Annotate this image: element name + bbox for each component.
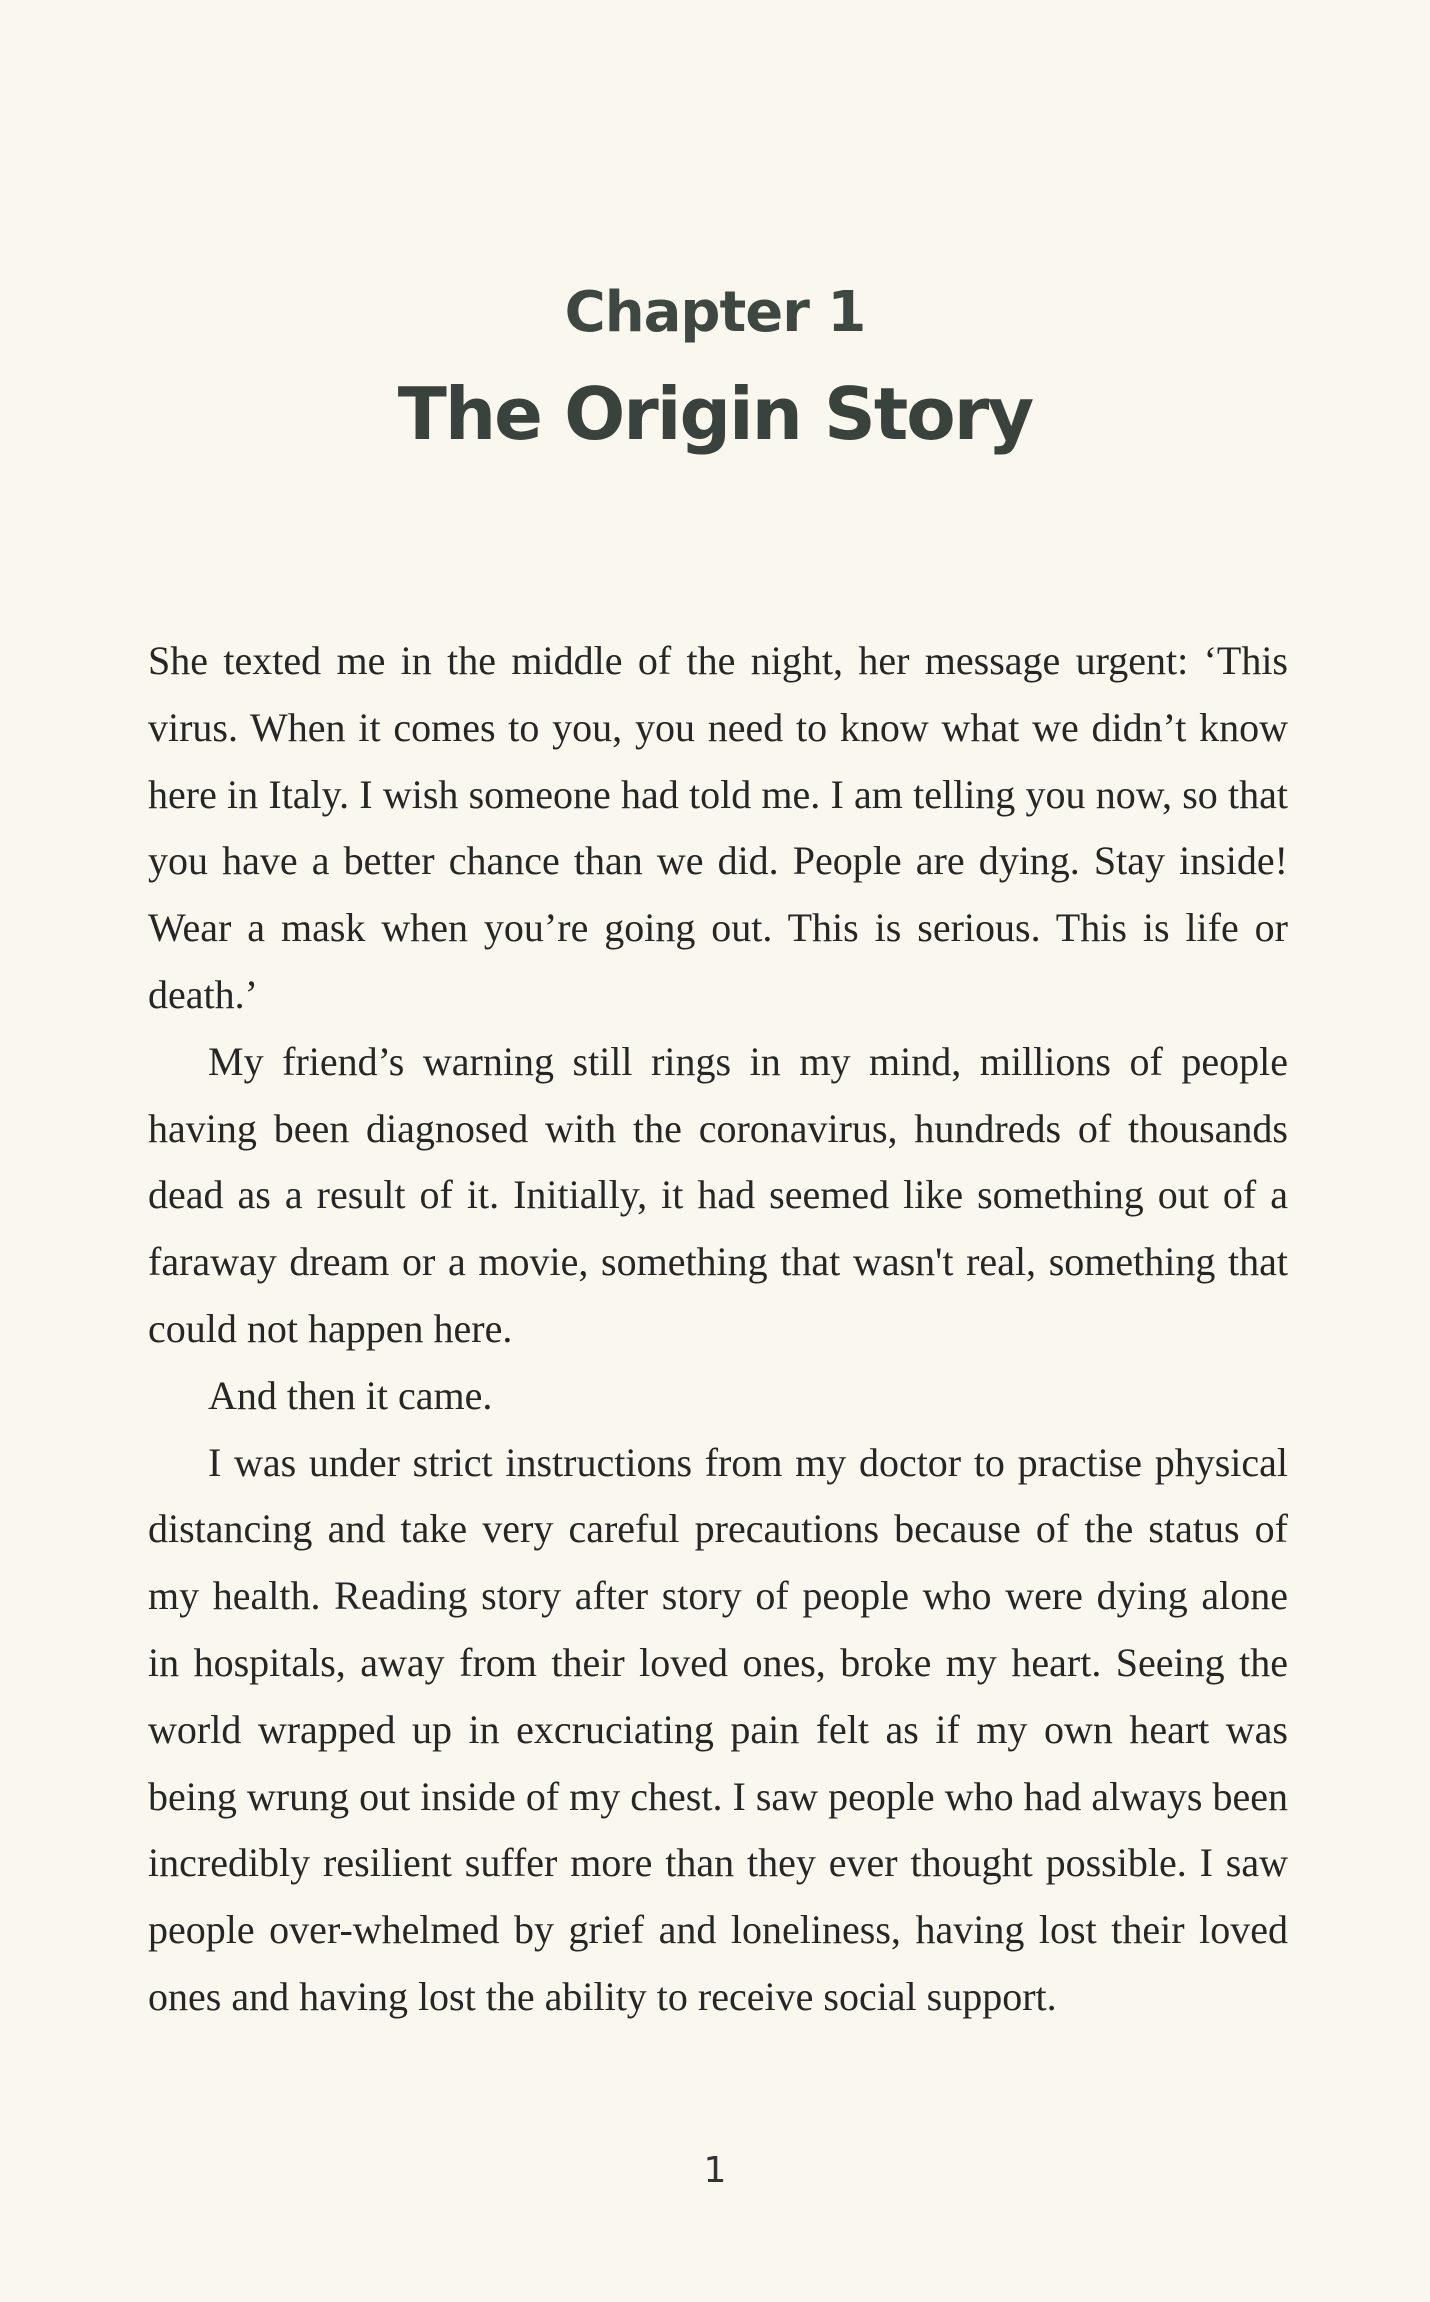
chapter-label: Chapter 1: [564, 280, 866, 345]
paragraph-1: She texted me in the middle of the night, her message urgent: ‘This virus. When it comes to you, you need to know what we didn’t know here in Italy. I wish someone had told me. I am telling you now, so that you have a better chance than we did. People are dying. Stay inside! Wear a mask when you’re going out. This is serious. This is life or death.’: [148, 638, 1288, 1017]
paragraph-3: And then it came.: [208, 1372, 493, 1418]
chapter-title: The Origin Story: [397, 372, 1033, 456]
paragraph-2: My friend’s warning still rings in my mind, millions of people having been diagnosed with the coronavirus, hundreds of thousands dead as a result of it. Initially, it had seemed like something out of a faraway dream or a movie, something that wasn't real, something that could not happen here.: [148, 1038, 1288, 1351]
body-text: [148, 628, 1288, 2031]
paragraph-4: I was under strict instructions from my doctor to practise physical distancing and take very careful precautions because of the status of my health. Reading story after story of people who were dying alone in hospitals, away from their loved ones, broke my heart. Seeing the world wrapped up in excruciating pain felt as if my own heart was being wrung out inside of my chest. I saw people who had always been incredibly resilient suffer more than they ever thought possible. I saw people over-whelmed by grief and loneliness, having lost their loved ones and having lost the ability to receive social support.: [148, 1439, 1288, 2019]
page-number: 1: [703, 2150, 727, 2191]
